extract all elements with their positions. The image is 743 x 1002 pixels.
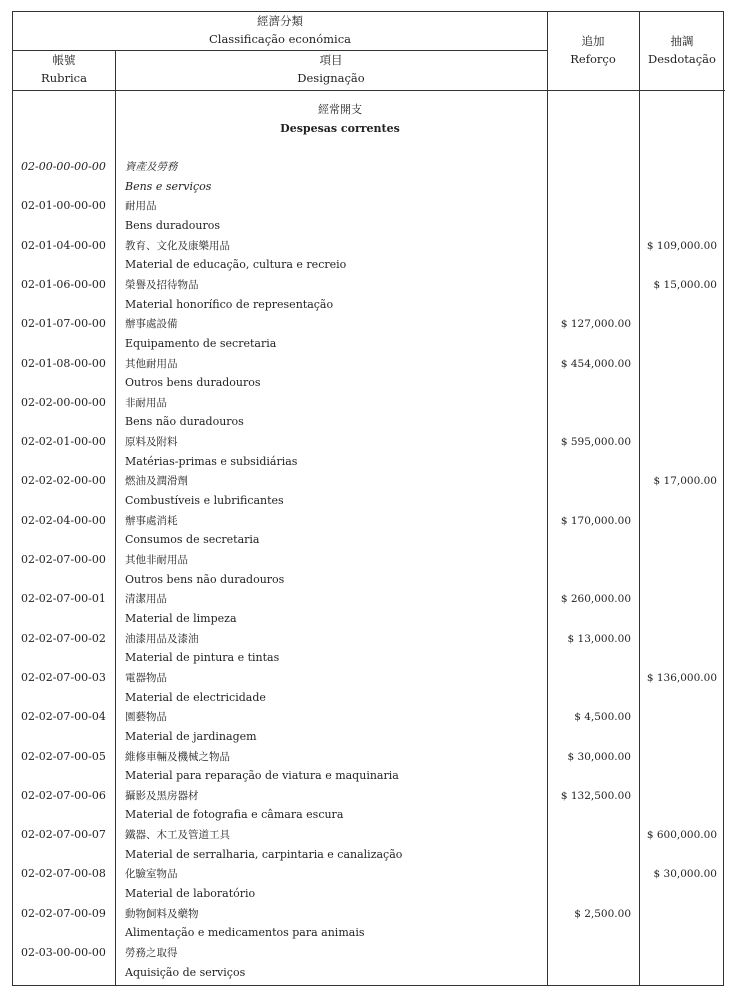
table-row-subtitle xyxy=(13,923,725,943)
table-row-subtitle xyxy=(13,805,725,825)
desdotacao-amount: $ 15,000.00 xyxy=(653,278,717,291)
table-row-subtitle xyxy=(13,334,725,354)
table-row xyxy=(13,354,725,374)
table-row xyxy=(13,550,725,570)
reforco-amount: $ 30,000.00 xyxy=(567,750,631,763)
header-reforco xyxy=(547,32,639,68)
designation-pt: Alimentação e medicamentos para animais xyxy=(125,926,365,940)
account-code: 02-02-07-00-03 xyxy=(21,670,106,684)
table-row xyxy=(13,314,725,334)
designation-pt: Matérias-primas e subsidiárias xyxy=(125,454,298,468)
table-row xyxy=(13,786,725,806)
desdotacao-amount: $ 136,000.00 xyxy=(646,671,717,684)
designation-zh: 原料及附料 xyxy=(125,436,178,449)
designation-pt: Bens e serviços xyxy=(125,179,212,193)
designation-zh: 資產及勞務 xyxy=(125,161,178,173)
table-row-subtitle xyxy=(13,295,725,315)
table-row xyxy=(13,943,725,963)
table-row-subtitle xyxy=(13,216,725,236)
account-code: 02-01-06-00-00 xyxy=(21,277,106,291)
account-code: 02-02-00-00-00 xyxy=(21,395,106,409)
designation-zh: 動物飼料及藥物 xyxy=(125,907,199,920)
designation-zh: 辦事處設備 xyxy=(125,318,178,331)
account-code: 02-02-07-00-07 xyxy=(21,828,106,842)
header-item xyxy=(115,51,547,87)
reforco-amount: $ 4,500.00 xyxy=(574,711,631,724)
account-code: 02-01-04-00-00 xyxy=(21,238,106,252)
designation-zh: 其他非耐用品 xyxy=(125,554,188,566)
designation-pt: Material de educação, cultura e recreio xyxy=(125,258,347,272)
header-bottom-rule xyxy=(13,90,725,91)
designation-pt: Material de jardinagem xyxy=(125,729,257,743)
account-code: 02-02-07-00-06 xyxy=(21,788,106,802)
designation-zh: 非耐用品 xyxy=(125,396,167,409)
designation-zh: 勞務之取得 xyxy=(125,947,178,959)
header-econ-pt: Classificação económica xyxy=(208,32,352,46)
header-reforco-pt: Reforço xyxy=(570,52,616,66)
table-row-subtitle xyxy=(13,570,725,590)
header-desdotacao-zh: 抽調 xyxy=(670,34,694,48)
table-row-subtitle xyxy=(13,845,725,865)
designation-zh: 榮譽及招待物品 xyxy=(125,278,199,291)
table-row xyxy=(13,825,725,845)
designation-zh: 園藝物品 xyxy=(125,711,167,724)
designation-zh: 燃油及潤滑劑 xyxy=(125,475,188,488)
reforco-amount: $ 260,000.00 xyxy=(560,593,631,606)
table-row xyxy=(13,236,725,256)
account-code: 02-00-00-00-00 xyxy=(21,160,106,173)
account-code: 02-02-07-00-09 xyxy=(21,906,106,920)
designation-pt: Material de fotografia e câmara escura xyxy=(125,808,344,822)
account-code: 02-02-01-00-00 xyxy=(21,435,106,449)
budget-table xyxy=(12,11,724,986)
table-row xyxy=(13,589,725,609)
table-row-subtitle xyxy=(13,452,725,472)
designation-zh: 維修車輛及機械之物品 xyxy=(125,750,230,763)
designation-zh: 教育、文化及康樂用品 xyxy=(125,239,230,252)
header-account-zh: 帳號 xyxy=(52,53,76,67)
designation-zh: 油漆用品及漆油 xyxy=(125,632,199,645)
designation-pt: Outros bens não duradouros xyxy=(125,572,285,586)
table-row-subtitle xyxy=(13,373,725,393)
table-row-subtitle xyxy=(13,177,725,197)
table-row-subtitle xyxy=(13,255,725,275)
table-row-subtitle xyxy=(13,609,725,629)
header-reforco-zh: 追加 xyxy=(581,34,605,48)
table-row xyxy=(13,393,725,413)
account-code: 02-02-02-00-00 xyxy=(21,474,106,488)
header-econ-zh: 經濟分類 xyxy=(257,14,303,28)
designation-pt: Material de pintura e tintas xyxy=(125,651,280,665)
designation-zh: 清潔用品 xyxy=(125,593,167,606)
table-row xyxy=(13,196,725,216)
table-row xyxy=(13,275,725,295)
designation-pt: Aquisição de serviços xyxy=(125,965,246,979)
table-row xyxy=(13,157,725,177)
table-row-subtitle xyxy=(13,412,725,432)
section-title-pt: Despesas correntes xyxy=(280,122,400,135)
designation-pt: Equipamento de secretaria xyxy=(125,336,277,350)
reforco-amount: $ 13,000.00 xyxy=(567,632,631,645)
desdotacao-amount: $ 109,000.00 xyxy=(646,239,717,252)
table-row-subtitle xyxy=(13,491,725,511)
header-account-pt: Rubrica xyxy=(41,71,87,85)
table-row xyxy=(13,432,725,452)
reforco-amount: $ 132,500.00 xyxy=(560,789,631,802)
reforco-amount: $ 595,000.00 xyxy=(560,436,631,449)
account-code: 02-03-00-00-00 xyxy=(21,946,106,959)
account-code: 02-01-07-00-00 xyxy=(21,317,106,331)
reforco-amount: $ 127,000.00 xyxy=(560,318,631,331)
table-row xyxy=(13,747,725,767)
header-desdotacao-pt: Desdotação xyxy=(648,52,716,66)
table-row-subtitle xyxy=(13,648,725,668)
designation-pt: Outros bens duradouros xyxy=(125,376,261,390)
table-row xyxy=(13,629,725,649)
table-row-subtitle xyxy=(13,727,725,747)
designation-zh: 攝影及黑房器材 xyxy=(125,789,199,802)
account-code: 02-02-04-00-00 xyxy=(21,513,106,527)
designation-zh: 耐用品 xyxy=(125,200,157,213)
account-code: 02-02-07-00-02 xyxy=(21,631,106,645)
table-row xyxy=(13,511,725,531)
designation-zh: 其他耐用品 xyxy=(125,357,178,370)
reforco-amount: $ 170,000.00 xyxy=(560,514,631,527)
table-row xyxy=(13,668,725,688)
designation-zh: 電器物品 xyxy=(125,671,167,684)
account-code: 02-02-07-00-08 xyxy=(21,867,106,881)
desdotacao-amount: $ 17,000.00 xyxy=(653,475,717,488)
table-row-subtitle xyxy=(13,766,725,786)
designation-pt: Material honorífico de representação xyxy=(125,297,334,311)
designation-pt: Bens duradouros xyxy=(125,218,221,232)
designation-pt: Bens não duradouros xyxy=(125,415,244,429)
section-title-zh: 經常開支 xyxy=(318,103,362,116)
designation-zh: 鐵器、木工及管道工具 xyxy=(125,829,230,842)
designation-zh: 化驗室物品 xyxy=(125,868,178,881)
designation-pt: Material de laboratório xyxy=(125,887,256,900)
header-item-pt: Designação xyxy=(297,71,365,85)
desdotacao-amount: $ 600,000.00 xyxy=(646,829,717,842)
header-desdotacao xyxy=(639,32,725,68)
table-row xyxy=(13,864,725,884)
table-row xyxy=(13,471,725,491)
reforco-amount: $ 454,000.00 xyxy=(560,357,631,370)
account-code: 02-02-07-00-00 xyxy=(21,553,106,566)
designation-pt: Material de limpeza xyxy=(125,611,237,625)
header-account xyxy=(13,51,115,87)
designation-pt: Combustíveis e lubrificantes xyxy=(125,494,284,507)
account-code: 02-01-08-00-00 xyxy=(21,356,106,370)
account-code: 02-02-07-00-04 xyxy=(21,710,106,724)
designation-pt: Material de electricidade xyxy=(125,690,266,704)
designation-pt: Material para reparação de viatura e maquinaria xyxy=(125,769,399,783)
account-code: 02-01-00-00-00 xyxy=(21,199,106,213)
table-row xyxy=(13,707,725,727)
reforco-amount: $ 2,500.00 xyxy=(574,907,631,920)
account-code: 02-02-07-00-05 xyxy=(21,749,106,763)
account-code: 02-02-07-00-01 xyxy=(21,592,106,606)
table-row-subtitle xyxy=(13,884,725,904)
designation-pt: Consumos de secretaria xyxy=(125,533,260,547)
table-row-subtitle xyxy=(13,963,725,983)
desdotacao-amount: $ 30,000.00 xyxy=(653,868,717,881)
header-economic-classification xyxy=(13,12,547,48)
table-row-subtitle xyxy=(13,530,725,550)
table-row-subtitle xyxy=(13,688,725,708)
designation-pt: Material de serralharia, carpintaria e canalização xyxy=(125,847,403,861)
header-item-zh: 項目 xyxy=(319,53,343,67)
table-row xyxy=(13,904,725,924)
designation-zh: 辦事處消耗 xyxy=(125,514,178,527)
